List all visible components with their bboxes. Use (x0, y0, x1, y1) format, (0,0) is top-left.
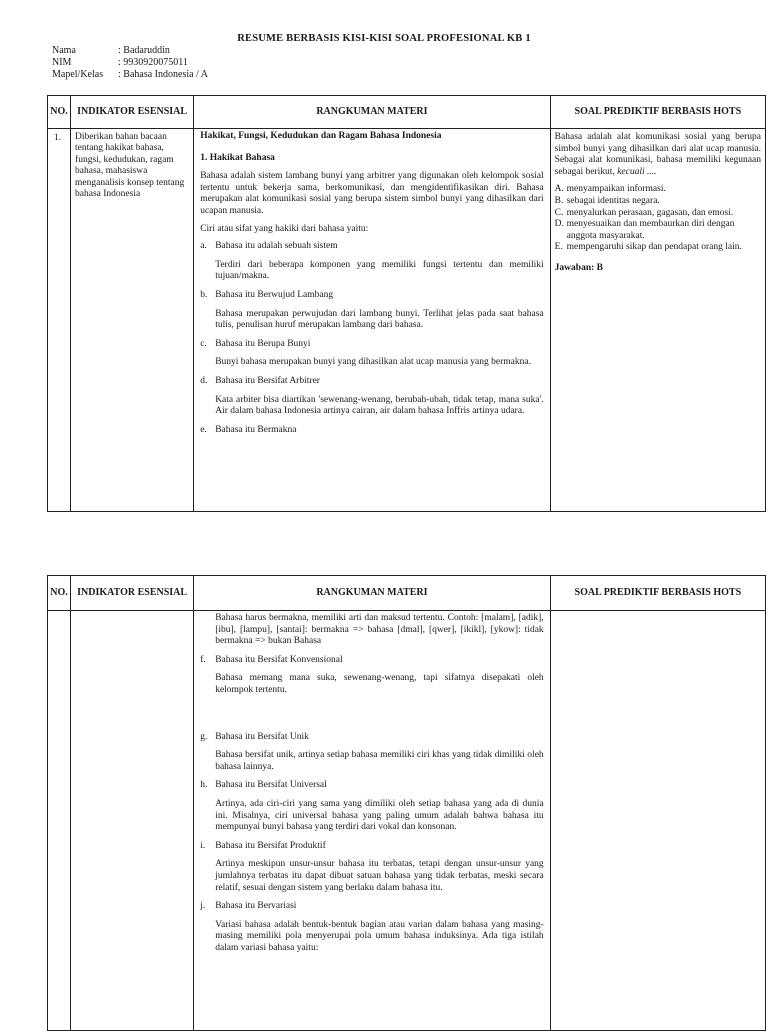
info-row-nim (52, 57, 188, 69)
info-label: NIM (52, 57, 72, 68)
option-letter: E. (554, 242, 563, 253)
header-no: NO. (48, 576, 71, 611)
continuation-paragraph: Bahasa harus bermakna, memiliki arti dan maksud tertentu. Contoh: [malam], [adik], [ibu], [lampu], [santai]: bermakna => bahasa [dmal], [qwer], [ikikl], [ykow]: tidak bermakna => bukan Bahasa (215, 613, 544, 647)
item-letter: g. (200, 731, 208, 742)
item-letter: b. (200, 289, 208, 300)
option-item (555, 184, 761, 196)
info-value: : 9930920075011 (118, 57, 188, 68)
info-value: : Bahasa Indonesia / A (118, 69, 208, 80)
option-item (555, 242, 761, 254)
option-text: sebagai identitas negara. (566, 195, 660, 206)
intro-paragraph: Bahasa adalah sistem lambang bunyi yang arbitrer yang digunakan oleh kelompok sosial tertentu untuk bekerja sama, berkomunikasi, dan mengidentifikasikan diri. Bahasa merupakan alat komunikasi sosial yang berupa sistem simbol bunyi yang dihasilkan dari ucapan manusia. (200, 171, 544, 216)
list-item (200, 841, 543, 853)
header-indikator: INDIKATOR ESENSIAL (71, 96, 194, 129)
list-item (200, 290, 543, 302)
question-kecuali: kecuali .... (617, 166, 657, 177)
info-row-mapel (52, 69, 208, 81)
header-soal: SOAL PREDIKTIF BERBASIS HOTS (550, 96, 765, 129)
item-title: Bahasa itu Berwujud Lambang (215, 289, 334, 300)
item-letter: d. (200, 375, 208, 386)
table-row (48, 129, 766, 512)
item-desc: Variasi bahasa adalah bentuk-bentuk bagian atau varian dalam bahasa yang masing-masing memiliki pola menyerupai pola umum bahasa induksinya. Ada tiga istilah dalam variasi bahasa yaitu: (215, 919, 544, 953)
item-letter: a. (200, 241, 207, 252)
item-title: Bahasa itu Berupa Bunyi (215, 338, 311, 349)
row-number-empty (48, 611, 71, 1031)
item-letter: j. (200, 901, 206, 912)
list-item (200, 376, 543, 388)
item-desc: Artinya, ada ciri-ciri yang sama yang dimiliki oleh setiap bahasa yang ada di dunia ini. Misalnya, ciri universal bahasa yang paling umum adalah bahwa bahasa itu mempunyai bunyi bahasa yang terdiri dari vokal dan konsonan. (215, 798, 544, 833)
item-letter: h. (200, 780, 208, 791)
answer-options (555, 184, 761, 254)
question-stem: Bahasa adalah alat komunikasi sosial yang berupa simbol bunyi yang dihasilkan dari alat ucap manusia. Sebagai alat komunikasi, bahasa memiliki kegunaan sebagai berikut, (554, 132, 761, 177)
rangkuman-cell (194, 611, 550, 1031)
item-desc: Bahasa memang mana suka, sewenang-wenang, tapi sifatnya disepakati oleh kelompok tertentu. (215, 673, 544, 695)
header-rangkuman: RANGKUMAN MATERI (194, 576, 550, 611)
item-title: Bahasa itu Bersifat Konvensional (215, 654, 343, 665)
table-row (48, 611, 766, 1031)
option-letter: D. (554, 219, 564, 230)
item-title: Bahasa itu Bermakna (215, 424, 297, 435)
option-letter: B. (554, 195, 564, 206)
header-indikator: INDIKATOR ESENSIAL (71, 576, 194, 611)
item-desc: Artinya meskipun unsur-unsur bahasa itu terbatas, tetapi dengan unsur-unsur yang jumlahnya terbatas itu dapat dibuat satuan bahasa yang tidak terbatas, meski secara relatif, sesuai dengan sistem yang berlaku dalam bahasa itu. (215, 859, 544, 893)
info-label: Nama (52, 45, 76, 56)
answer-key: Jawaban: B (554, 262, 603, 273)
list-item (200, 425, 543, 437)
list-item (200, 655, 543, 667)
item-title: Bahasa itu Bersifat Arbitrer (215, 375, 320, 386)
option-text: menyampaikan informasi. (566, 184, 666, 195)
item-letter: f. (200, 654, 206, 665)
table-header-row (48, 96, 766, 129)
question-text (555, 132, 761, 178)
option-item (555, 208, 761, 220)
list-item (200, 339, 543, 351)
item-title: Bahasa itu Bersifat Unik (215, 731, 309, 742)
option-letter: C. (554, 207, 564, 218)
item-title: Bahasa itu Bersifat Produktif (215, 840, 326, 851)
option-text: menyalurkan perasaan, gagasan, dan emosi. (566, 207, 734, 218)
list-item (200, 732, 543, 744)
option-text: mempengaruhi sikap dan pendapat orang lain. (566, 242, 742, 253)
resume-table-2 (47, 575, 766, 1031)
option-item (555, 196, 761, 208)
indikator-empty (71, 611, 194, 1031)
list-item (200, 901, 543, 913)
ciri-intro: Ciri atau sifat yang hakiki dari bahasa yaitu: (200, 223, 369, 234)
row-number: 1. (48, 129, 71, 512)
item-desc: Bunyi bahasa merupakan bunyi yang dihasilkan alat ucap manusia yang bermakna. (215, 357, 531, 368)
item-letter: e. (200, 424, 207, 435)
resume-table-1 (47, 95, 766, 512)
info-row-nama (52, 45, 170, 57)
info-value: : Badaruddin (118, 45, 170, 56)
item-title: Bahasa itu adalah sebuah sistem (215, 241, 338, 252)
spacer (200, 704, 543, 732)
item-desc: Bahasa bersifat unik, artinya setiap bahasa memiliki ciri khas yang tidak dimiliki oleh bahasa lainnya. (215, 750, 544, 772)
item-desc: Bahasa merupakan perwujudan dari lambang bunyi. Terlihat jelas pada saat bahasa tulis, penulisan huruf merupakan lambang dari bahasa. (215, 308, 544, 331)
header-rangkuman: RANGKUMAN MATERI (194, 96, 550, 129)
item-title: Bahasa itu Bersifat Universal (215, 780, 327, 791)
option-text: menyesuaikan dan membaurkan diri dengan anggota masyarakat. (566, 219, 735, 241)
item-desc: Kata arbiter bisa diartikan 'sewenang-wenang, berubah-ubah, tidak tetap, mana suka'. Air dalam bahasa Indonesia artinya cairan, air dalam bahasa Inffris artinya udara. (215, 394, 544, 417)
list-item (200, 241, 543, 253)
list-item (200, 780, 543, 792)
document-title: RESUME BERBASIS KISI-KISI SOAL PROFESIONAL KB 1 (237, 33, 531, 44)
item-title: Bahasa itu Bervariasi (215, 901, 297, 912)
info-label: Mapel/Kelas (52, 69, 104, 80)
header-soal: SOAL PREDIKTIF BERBASIS HOTS (550, 576, 765, 611)
section-title: Hakikat, Fungsi, Kedudukan dan Ragam Bahasa Indonesia (200, 131, 442, 141)
soal-cell (550, 129, 765, 512)
option-item (555, 219, 761, 242)
soal-empty (550, 611, 765, 1031)
header-no: NO. (48, 96, 71, 129)
option-letter: A. (554, 184, 564, 195)
table-header-row (48, 576, 766, 611)
indikator-text: Diberikan bahan bacaan tentang hakikat bahasa, fungsi, kedudukan, ragam bahasa, mahasiswa menganalisis konsep tentang bahasa Indonesia (71, 129, 194, 512)
item-letter: c. (200, 338, 207, 349)
sub-title: 1. Hakikat Bahasa (200, 152, 275, 163)
item-letter: i. (200, 840, 206, 851)
item-desc: Terdiri dari beberapa komponen yang memiliki fungsi tertentu dan memiliki tujuan/makna. (215, 259, 544, 282)
rangkuman-cell (194, 129, 550, 512)
